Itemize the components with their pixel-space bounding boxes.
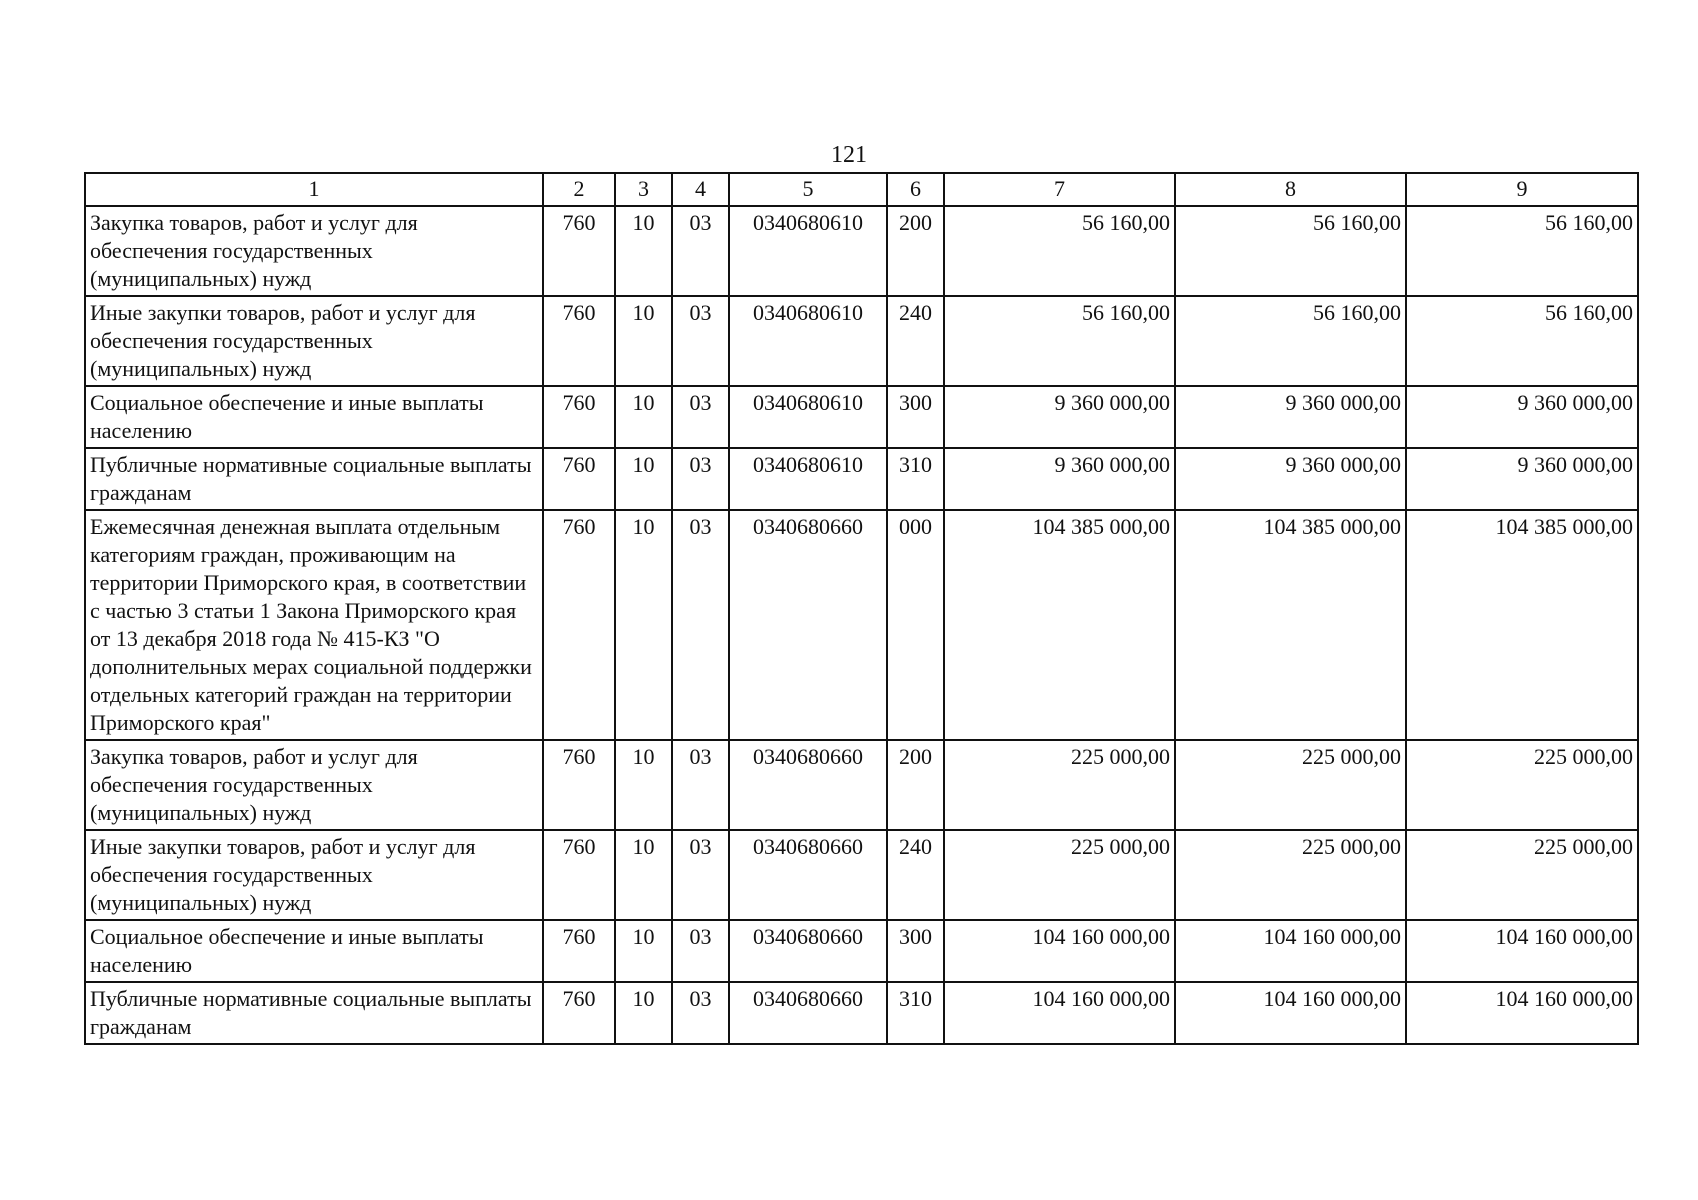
expense-type-cell: 000 [887,510,944,740]
amount-cell: 56 160,00 [1175,206,1406,296]
amount-cell: 56 160,00 [944,206,1175,296]
amount-cell: 9 360 000,00 [1175,448,1406,510]
target-article-cell: 0340680610 [729,296,887,386]
subsection-code-cell: 03 [672,920,729,982]
section-code-cell: 10 [615,296,672,386]
amount-cell: 104 160 000,00 [1175,982,1406,1044]
subsection-code-cell: 03 [672,830,729,920]
amount-cell: 225 000,00 [944,830,1175,920]
amount-cell: 104 160 000,00 [944,982,1175,1044]
section-code-cell: 10 [615,510,672,740]
column-header: 6 [887,173,944,206]
budget-table [84,172,1639,1045]
table-row [85,830,1638,920]
ministry-code-cell: 760 [543,296,615,386]
amount-cell: 9 360 000,00 [944,386,1175,448]
table-row [85,920,1638,982]
expense-name-cell: Иные закупки товаров, работ и услуг для обеспечения государственных (муниципальных) нужд [85,830,543,920]
target-article-cell: 0340680610 [729,448,887,510]
subsection-code-cell: 03 [672,448,729,510]
table-row [85,510,1638,740]
amount-cell: 104 160 000,00 [1175,920,1406,982]
subsection-code-cell: 03 [672,982,729,1044]
amount-cell: 56 160,00 [1406,296,1638,386]
section-code-cell: 10 [615,830,672,920]
amount-cell: 9 360 000,00 [944,448,1175,510]
section-code-cell: 10 [615,206,672,296]
ministry-code-cell: 760 [543,830,615,920]
expense-type-cell: 300 [887,920,944,982]
section-code-cell: 10 [615,920,672,982]
column-header: 5 [729,173,887,206]
amount-cell: 56 160,00 [944,296,1175,386]
expense-type-cell: 240 [887,830,944,920]
target-article-cell: 0340680660 [729,830,887,920]
target-article-cell: 0340680610 [729,206,887,296]
ministry-code-cell: 760 [543,206,615,296]
section-code-cell: 10 [615,982,672,1044]
expense-name-cell: Иные закупки товаров, работ и услуг для обеспечения государственных (муниципальных) нужд [85,296,543,386]
subsection-code-cell: 03 [672,510,729,740]
expense-name-cell: Публичные нормативные социальные выплаты гражданам [85,982,543,1044]
column-header: 2 [543,173,615,206]
expense-name-cell: Ежемесячная денежная выплата отдельным категориям граждан, проживающим на территории Приморского края, в соответствии с частью 3 статьи 1 Закона Приморского края от 13 декабря 2018 года № 415-КЗ "О дополнительных мерах социальной поддержки отдельных категорий граждан на территории Приморского края" [85,510,543,740]
section-code-cell: 10 [615,740,672,830]
expense-name-cell: Социальное обеспечение и иные выплаты населению [85,386,543,448]
amount-cell: 104 385 000,00 [1406,510,1638,740]
table-row [85,982,1638,1044]
ministry-code-cell: 760 [543,982,615,1044]
column-header: 4 [672,173,729,206]
section-code-cell: 10 [615,386,672,448]
subsection-code-cell: 03 [672,296,729,386]
expense-type-cell: 310 [887,982,944,1044]
amount-cell: 9 360 000,00 [1406,386,1638,448]
subsection-code-cell: 03 [672,740,729,830]
page-number: 121 [831,142,867,168]
amount-cell: 225 000,00 [1406,740,1638,830]
target-article-cell: 0340680660 [729,982,887,1044]
amount-cell: 225 000,00 [944,740,1175,830]
target-article-cell: 0340680610 [729,386,887,448]
amount-cell: 9 360 000,00 [1406,448,1638,510]
amount-cell: 225 000,00 [1406,830,1638,920]
table-row [85,296,1638,386]
ministry-code-cell: 760 [543,386,615,448]
expense-type-cell: 200 [887,740,944,830]
expense-name-cell: Публичные нормативные социальные выплаты гражданам [85,448,543,510]
amount-cell: 104 385 000,00 [944,510,1175,740]
amount-cell: 104 385 000,00 [1175,510,1406,740]
expense-name-cell: Закупка товаров, работ и услуг для обеспечения государственных (муниципальных) нужд [85,206,543,296]
section-code-cell: 10 [615,448,672,510]
column-header: 9 [1406,173,1638,206]
amount-cell: 104 160 000,00 [1406,920,1638,982]
column-header: 8 [1175,173,1406,206]
expense-name-cell: Социальное обеспечение и иные выплаты населению [85,920,543,982]
ministry-code-cell: 760 [543,740,615,830]
expense-type-cell: 300 [887,386,944,448]
amount-cell: 104 160 000,00 [944,920,1175,982]
amount-cell: 9 360 000,00 [1175,386,1406,448]
table-row [85,448,1638,510]
table-row [85,386,1638,448]
column-header: 1 [85,173,543,206]
ministry-code-cell: 760 [543,920,615,982]
target-article-cell: 0340680660 [729,510,887,740]
column-header: 7 [944,173,1175,206]
column-number-row [85,173,1638,206]
expense-type-cell: 310 [887,448,944,510]
amount-cell: 56 160,00 [1406,206,1638,296]
ministry-code-cell: 760 [543,510,615,740]
amount-cell: 225 000,00 [1175,740,1406,830]
expense-type-cell: 240 [887,296,944,386]
expense-name-cell: Закупка товаров, работ и услуг для обеспечения государственных (муниципальных) нужд [85,740,543,830]
table-row [85,206,1638,296]
target-article-cell: 0340680660 [729,740,887,830]
amount-cell: 56 160,00 [1175,296,1406,386]
target-article-cell: 0340680660 [729,920,887,982]
amount-cell: 225 000,00 [1175,830,1406,920]
column-header: 3 [615,173,672,206]
ministry-code-cell: 760 [543,448,615,510]
amount-cell: 104 160 000,00 [1406,982,1638,1044]
expense-type-cell: 200 [887,206,944,296]
table-row [85,740,1638,830]
subsection-code-cell: 03 [672,386,729,448]
subsection-code-cell: 03 [672,206,729,296]
